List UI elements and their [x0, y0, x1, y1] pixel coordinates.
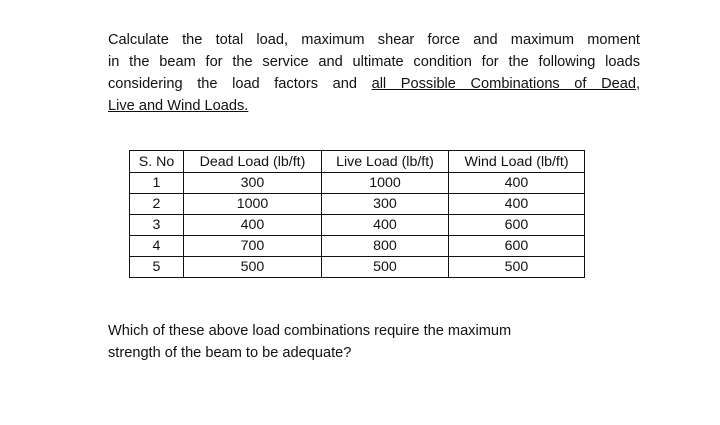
header-wind-load: Wind Load (lb/ft) [449, 151, 585, 173]
cell-wind-load: 400 [449, 194, 585, 215]
cell-wind-load: 600 [449, 236, 585, 257]
underlined-loads-text: Live and Wind Loads. [108, 98, 249, 114]
followup-line-1: Which of these above load combinations require the maximum [108, 323, 512, 339]
cell-wind-load: 500 [449, 257, 585, 278]
cell-wind-load: 600 [449, 215, 585, 236]
header-dead-load: Dead Load (lb/ft) [184, 151, 322, 173]
table-row [130, 257, 585, 278]
table-row [130, 194, 585, 215]
header-sno: S. No [130, 151, 184, 173]
problem-statement [108, 29, 640, 117]
cell-dead-load: 500 [184, 257, 322, 278]
cell-sno: 1 [130, 173, 184, 194]
table-row [130, 236, 585, 257]
cell-dead-load: 700 [184, 236, 322, 257]
table-header-row [130, 151, 585, 173]
cell-live-load: 400 [322, 215, 449, 236]
cell-dead-load: 1000 [184, 194, 322, 215]
cell-dead-load: 400 [184, 215, 322, 236]
cell-sno: 5 [130, 257, 184, 278]
table-row [130, 173, 585, 194]
problem-line-2: in the beam for the service and ultimate condition for the following loads [108, 54, 640, 70]
problem-line-3-text: considering the load factors and [108, 76, 372, 92]
cell-sno: 4 [130, 236, 184, 257]
load-table [129, 150, 585, 278]
cell-live-load: 500 [322, 257, 449, 278]
followup-question [108, 320, 511, 364]
cell-wind-load: 400 [449, 173, 585, 194]
cell-sno: 3 [130, 215, 184, 236]
cell-live-load: 800 [322, 236, 449, 257]
problem-line-3 [108, 73, 640, 95]
header-live-load: Live Load (lb/ft) [322, 151, 449, 173]
problem-line-1: Calculate the total load, maximum shear force and maximum moment [108, 32, 640, 48]
cell-live-load: 300 [322, 194, 449, 215]
cell-dead-load: 300 [184, 173, 322, 194]
table-row [130, 215, 585, 236]
problem-line-4 [108, 95, 640, 117]
underlined-combinations-text: all Possible Combinations of Dead, [371, 76, 641, 92]
followup-line-2: strength of the beam to be adequate? [108, 345, 352, 361]
cell-live-load: 1000 [322, 173, 449, 194]
cell-sno: 2 [130, 194, 184, 215]
